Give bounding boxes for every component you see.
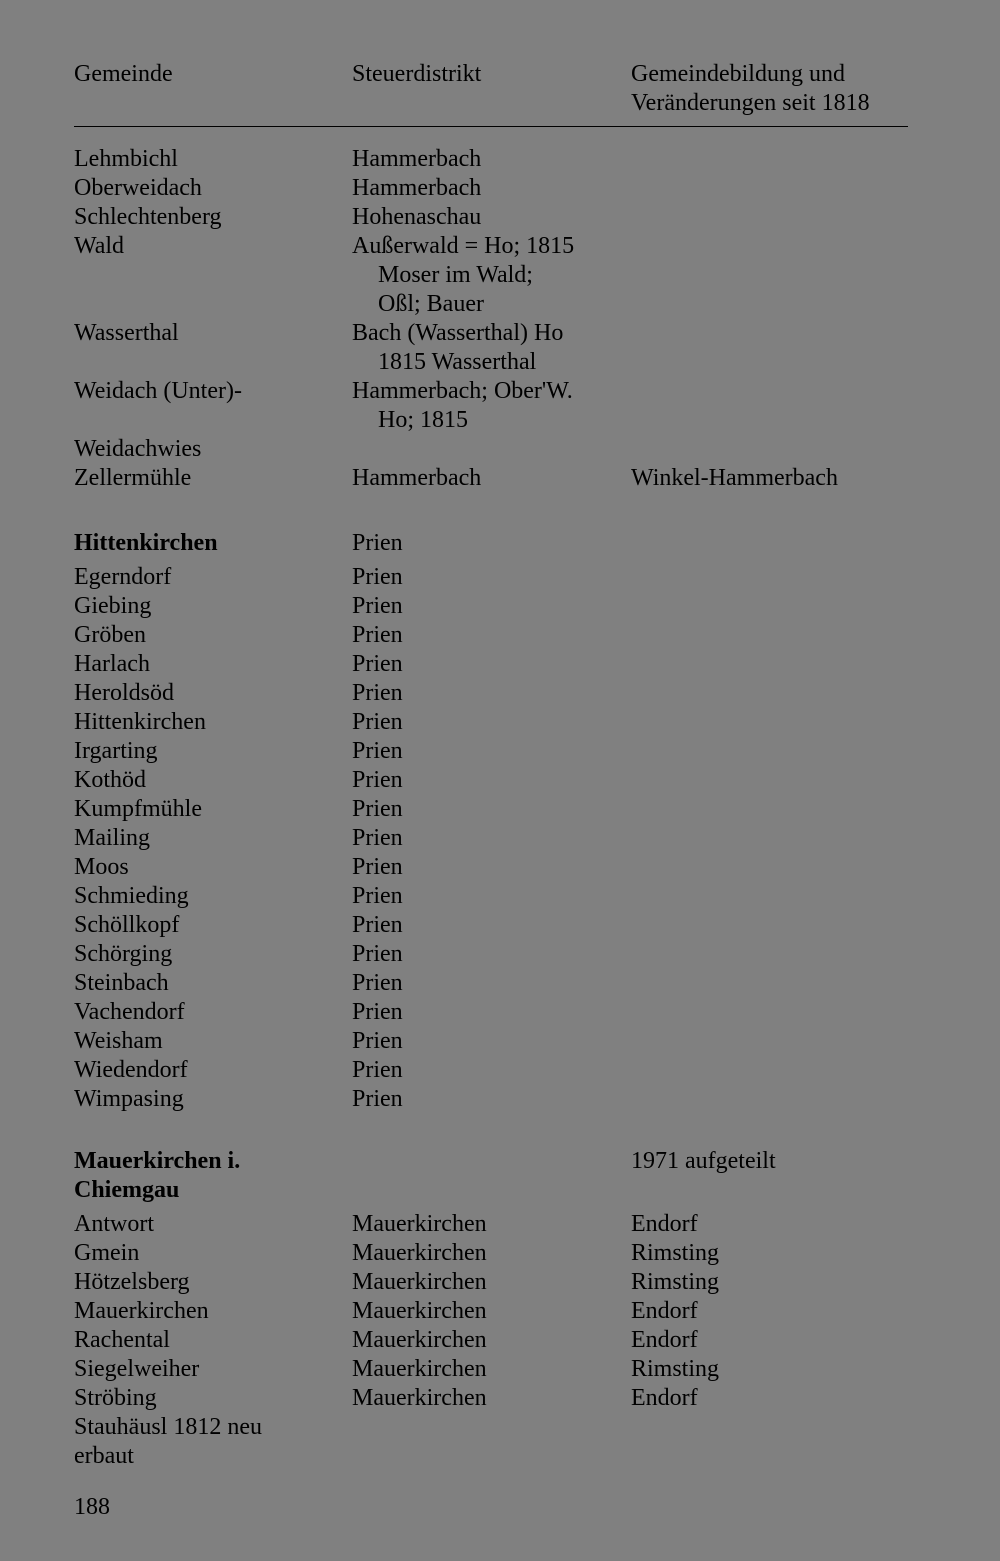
gemeinde-cell: Kumpfmühle <box>74 796 202 822</box>
gemeinde-cell: Zellermühle <box>74 465 192 491</box>
gemeinde-cell: Mailing <box>74 825 150 851</box>
veraenderungen-cell: Rimsting <box>631 1356 720 1382</box>
steuerdistrikt-cell: Bach (Wasserthal) Ho <box>352 320 564 346</box>
steuerdistrikt-cell: Mauerkirchen <box>352 1327 487 1353</box>
gemeinde-cell: Gröben <box>74 622 146 648</box>
gemeinde-cell: Weidachwies <box>74 436 202 462</box>
gemeinde-cell: Antwort <box>74 1211 154 1237</box>
page-number: 188 <box>74 1494 110 1520</box>
gemeinde-cell: Mauerkirchen <box>74 1298 209 1324</box>
gemeinde-cell: Hötzelsberg <box>74 1269 190 1295</box>
steuerdistrikt-cell: Hammerbach <box>352 465 482 491</box>
steuerdistrikt-cell: Prien <box>352 680 403 706</box>
veraenderungen-cell: Rimsting <box>631 1240 720 1266</box>
steuerdistrikt-cell: Prien <box>352 941 403 967</box>
steuerdistrikt-cell: Prien <box>352 796 403 822</box>
steuerdistrikt-cell: 1815 Wasserthal <box>378 349 537 375</box>
steuerdistrikt-cell: Prien <box>352 738 403 764</box>
steuerdistrikt-cell: Prien <box>352 651 403 677</box>
steuerdistrikt-cell: Prien <box>352 564 403 590</box>
steuerdistrikt-cell: Mauerkirchen <box>352 1298 487 1324</box>
steuerdistrikt-cell: Außerwald = Ho; 1815 <box>352 233 575 259</box>
gemeinde-cell: Irgarting <box>74 738 158 764</box>
header-steuerdistrikt: Steuerdistrikt <box>352 61 482 87</box>
veraenderungen-cell: Winkel-Hammerbach <box>631 465 838 491</box>
steuerdistrikt-cell: Prien <box>352 593 403 619</box>
steuerdistrikt-cell: Oßl; Bauer <box>378 291 484 317</box>
steuerdistrikt-cell: Prien <box>352 999 403 1025</box>
gemeinde-cell: Mauerkirchen i. <box>74 1148 241 1174</box>
steuerdistrikt-cell: Prien <box>352 854 403 880</box>
steuerdistrikt-cell: Prien <box>352 709 403 735</box>
gemeinde-cell: Lehmbichl <box>74 146 178 172</box>
steuerdistrikt-cell: Prien <box>352 622 403 648</box>
gemeinde-cell: Schörging <box>74 941 173 967</box>
steuerdistrikt-cell: Prien <box>352 1028 403 1054</box>
steuerdistrikt-cell: Prien <box>352 883 403 909</box>
steuerdistrikt-cell: Prien <box>352 767 403 793</box>
gemeinde-cell: Hittenkirchen <box>74 709 206 735</box>
gemeinde-cell: Schmieding <box>74 883 189 909</box>
steuerdistrikt-cell: Prien <box>352 912 403 938</box>
veraenderungen-cell: Endorf <box>631 1211 698 1237</box>
gemeinde-cell: Egerndorf <box>74 564 172 590</box>
gemeinde-cell: Siegelweiher <box>74 1356 200 1382</box>
steuerdistrikt-cell: Hammerbach <box>352 146 482 172</box>
header-veraenderungen-line2: Veränderungen seit 1818 <box>631 90 870 116</box>
gemeinde-cell: Wimpasing <box>74 1086 184 1112</box>
steuerdistrikt-cell: Mauerkirchen <box>352 1211 487 1237</box>
gemeinde-cell: Wiedendorf <box>74 1057 188 1083</box>
steuerdistrikt-cell: Hohenaschau <box>352 204 482 230</box>
steuerdistrikt-cell: Hammerbach <box>352 175 482 201</box>
steuerdistrikt-cell: Hammerbach; Ober'W. <box>352 378 573 404</box>
steuerdistrikt-cell: Prien <box>352 825 403 851</box>
gemeinde-cell: Wasserthal <box>74 320 179 346</box>
gemeinde-cell: Ströbing <box>74 1385 157 1411</box>
gemeinde-cell: Rachental <box>74 1327 170 1353</box>
steuerdistrikt-cell: Mauerkirchen <box>352 1240 487 1266</box>
header-gemeinde: Gemeinde <box>74 61 173 87</box>
gemeinde-cell: Kothöd <box>74 767 146 793</box>
steuerdistrikt-cell: Moser im Wald; <box>378 262 533 288</box>
gemeinde-cell: Chiemgau <box>74 1177 180 1203</box>
gemeinde-cell: Schlechtenberg <box>74 204 222 230</box>
gemeinde-cell: Wald <box>74 233 125 259</box>
steuerdistrikt-cell: Prien <box>352 1057 403 1083</box>
gemeinde-cell: Schöllkopf <box>74 912 180 938</box>
gemeinde-cell: Moos <box>74 854 129 880</box>
steuerdistrikt-cell: Prien <box>352 530 403 556</box>
gemeinde-cell: Hittenkirchen <box>74 530 218 556</box>
steuerdistrikt-cell: Prien <box>352 1086 403 1112</box>
steuerdistrikt-cell: Ho; 1815 <box>378 407 468 433</box>
gemeinde-cell: Weidach (Unter)- <box>74 378 242 404</box>
gemeinde-cell: Vachendorf <box>74 999 185 1025</box>
gemeinde-cell: Heroldsöd <box>74 680 174 706</box>
steuerdistrikt-cell: Prien <box>352 970 403 996</box>
gemeinde-cell: Stauhäusl 1812 neu <box>74 1414 262 1440</box>
gemeinde-cell: erbaut <box>74 1443 134 1469</box>
gemeinde-cell: Weisham <box>74 1028 163 1054</box>
gemeinde-cell: Harlach <box>74 651 150 677</box>
gemeinde-cell: Giebing <box>74 593 152 619</box>
veraenderungen-cell: Endorf <box>631 1298 698 1324</box>
gemeinde-cell: Gmein <box>74 1240 140 1266</box>
veraenderungen-cell: Rimsting <box>631 1269 720 1295</box>
gemeinde-cell: Steinbach <box>74 970 169 996</box>
steuerdistrikt-cell: Mauerkirchen <box>352 1356 487 1382</box>
gemeinde-cell: Oberweidach <box>74 175 202 201</box>
veraenderungen-cell: 1971 aufgeteilt <box>631 1148 776 1174</box>
steuerdistrikt-cell: Mauerkirchen <box>352 1385 487 1411</box>
veraenderungen-cell: Endorf <box>631 1385 698 1411</box>
header-veraenderungen-line1: Gemeindebildung und <box>631 61 845 87</box>
veraenderungen-cell: Endorf <box>631 1327 698 1353</box>
steuerdistrikt-cell: Mauerkirchen <box>352 1269 487 1295</box>
